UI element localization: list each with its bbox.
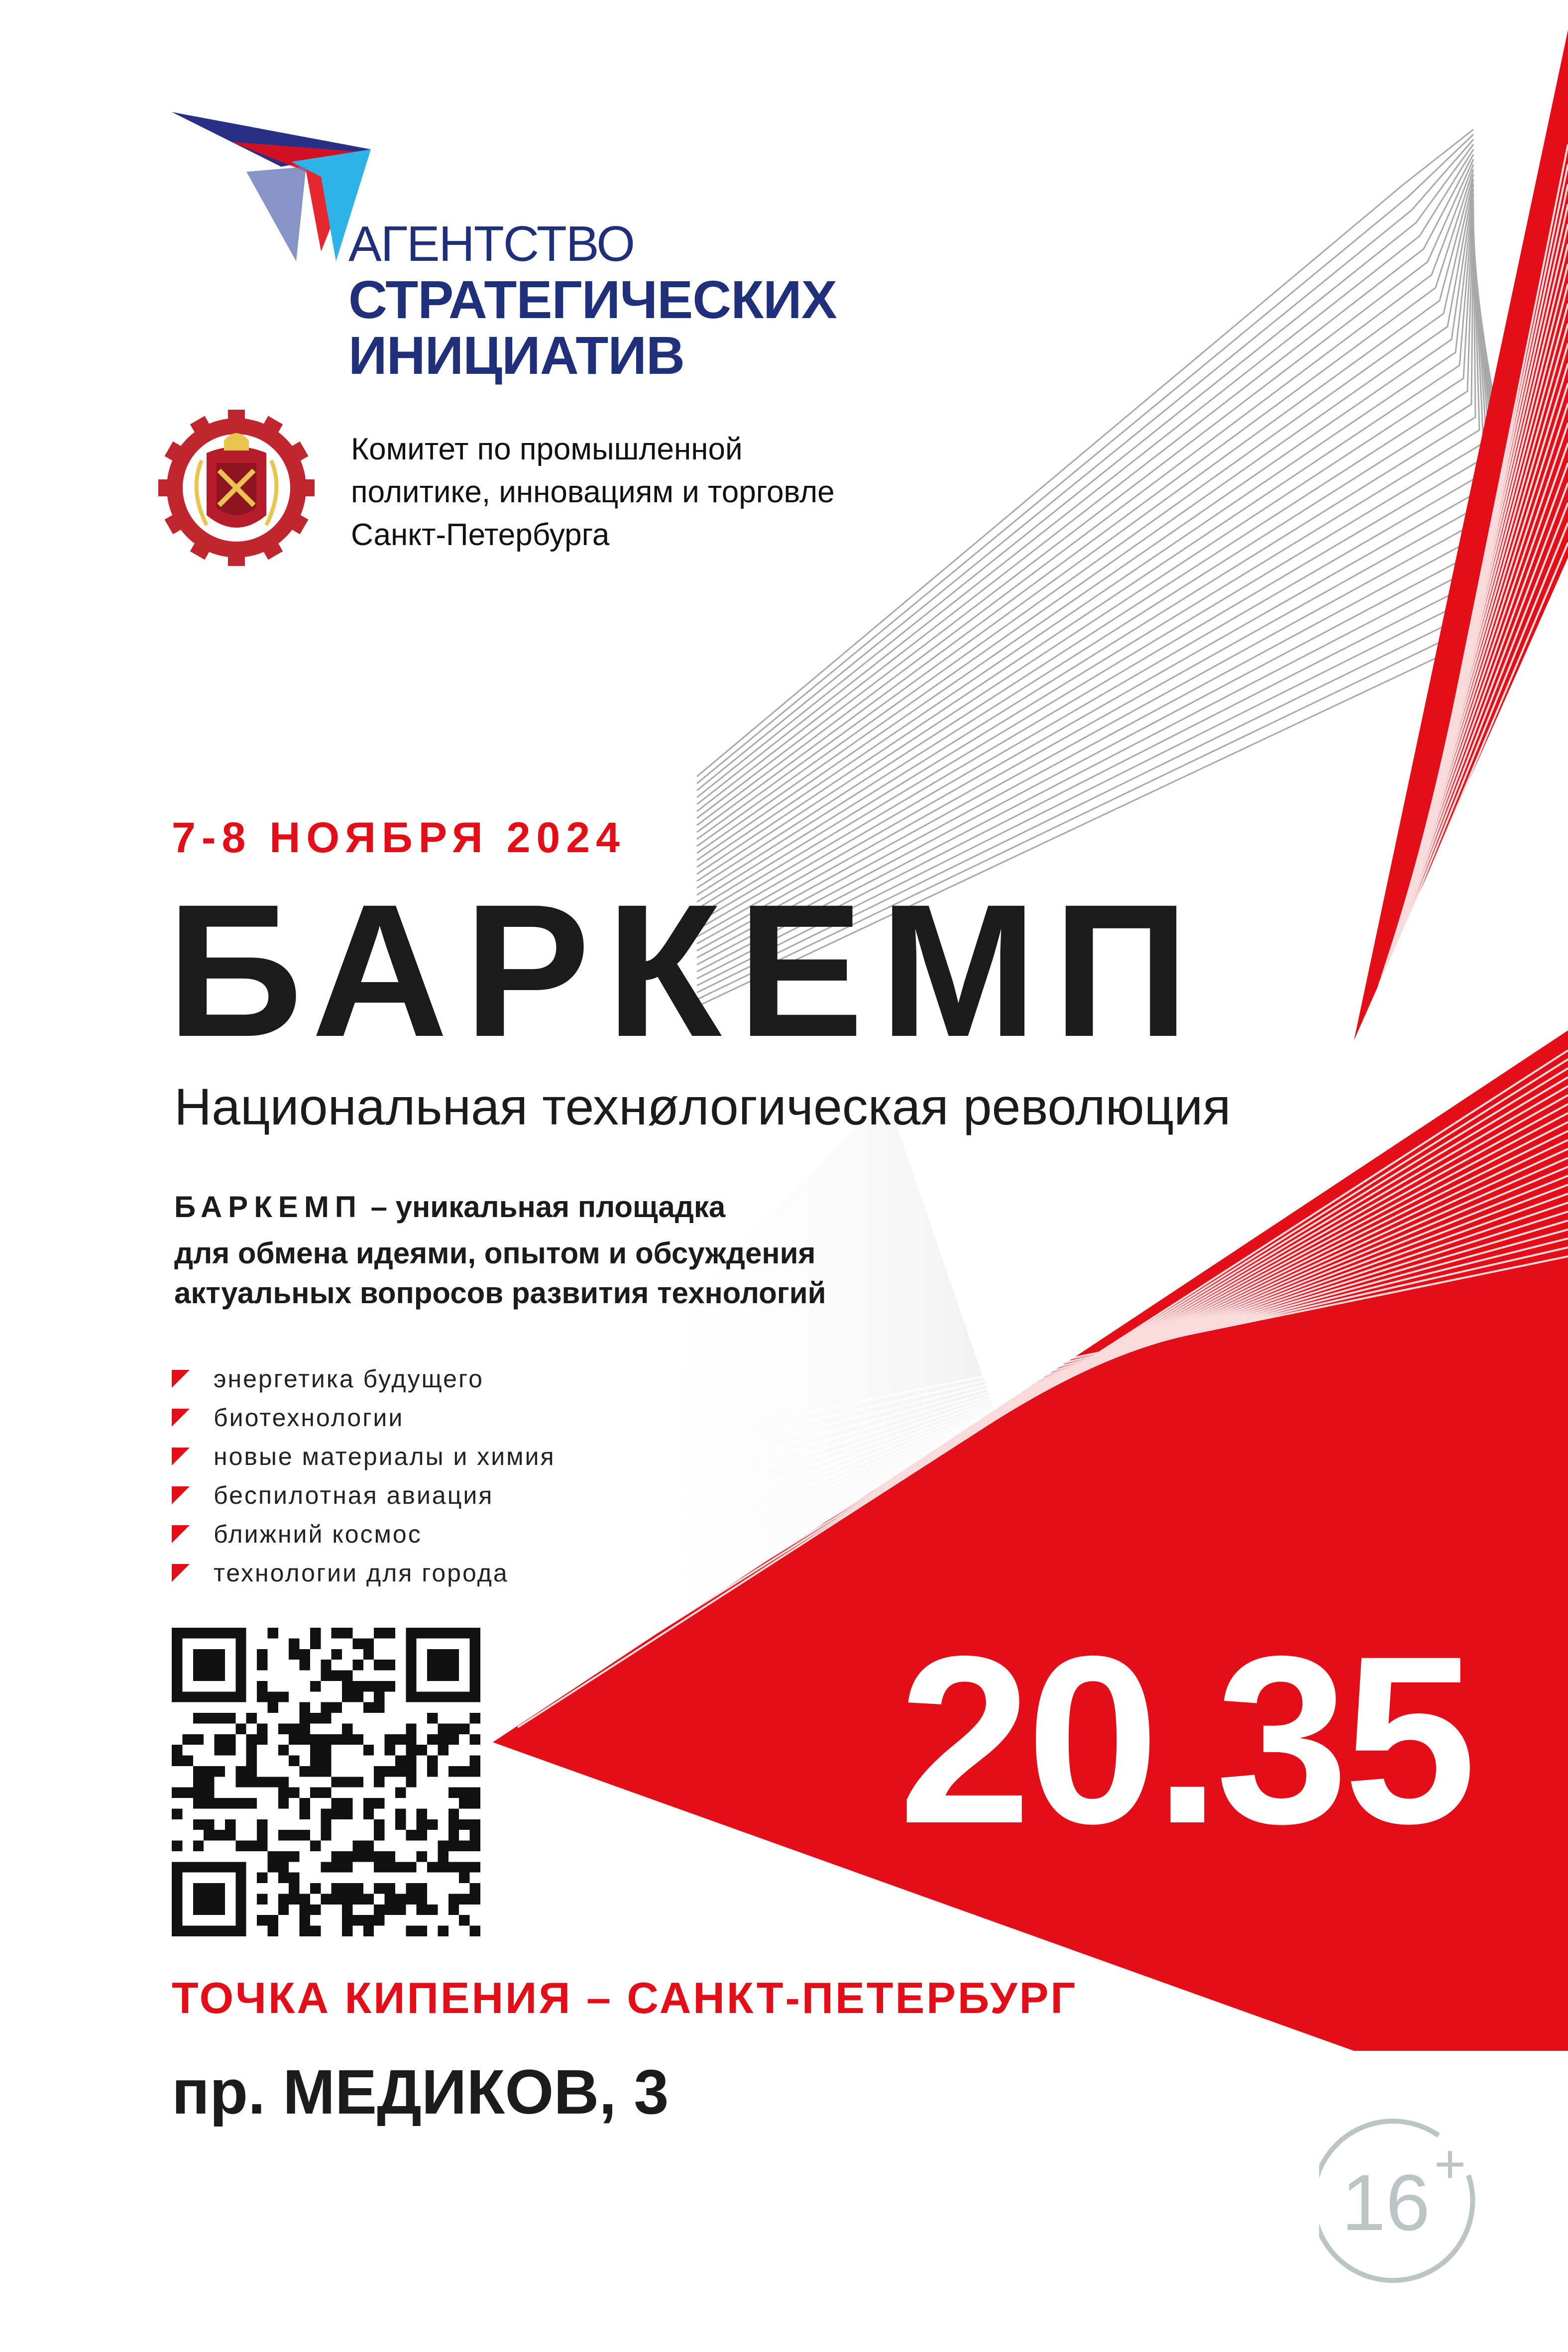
agency-name-line-3: ИНИЦИАТИВ <box>348 325 684 385</box>
topic-item <box>172 1442 556 1471</box>
topic-label: новые материалы и химия <box>214 1443 556 1470</box>
committee-name-line-3: Санкт-Петербурга <box>351 518 610 552</box>
intro-brand: БАРКЕМП <box>174 1190 362 1224</box>
topic-item <box>172 1403 404 1433</box>
agency-name-line-1: АГЕНТСТВО <box>348 216 634 272</box>
triangle-bullet-icon <box>172 1448 190 1465</box>
triangle-bullet-icon <box>172 1525 190 1543</box>
qr-code[interactable] <box>172 1628 480 1936</box>
topic-item <box>172 1480 493 1510</box>
committee-name-line-1: Комитет по промышленной <box>351 432 743 466</box>
intro-line-1-rest: – уникальная площадка <box>362 1190 726 1224</box>
topic-label: энергетика будущего <box>214 1365 484 1393</box>
topic-item <box>172 1364 484 1394</box>
age-rating-text: 16+ <box>1341 2133 1466 2247</box>
agency-logo-icon <box>172 112 371 261</box>
event-dates: 7-8 НОЯБРЯ 2024 <box>172 814 626 862</box>
topic-label: беспилотная авиация <box>214 1481 494 1509</box>
committee-emblem-icon <box>154 406 319 570</box>
committee-name-line-2: политике, инновациям и торговле <box>351 475 835 509</box>
event-title: БАРКЕМП <box>167 865 1205 1076</box>
agency-name-line-2: СТРАТЕГИЧЕСКИХ <box>348 269 837 330</box>
intro-line-2: для обмена идеями, опытом и обсуждения <box>174 1236 816 1270</box>
brand-number: 20.35 <box>898 1606 1472 1873</box>
triangle-bullet-icon <box>172 1370 190 1388</box>
topic-item <box>172 1558 509 1588</box>
intro-line-3: актуальных вопросов развития технологий <box>174 1276 826 1310</box>
topic-label: ближний космос <box>214 1520 422 1548</box>
triangle-bullet-icon <box>172 1486 190 1504</box>
topic-label: биотехнологии <box>214 1404 404 1432</box>
intro-line-1 <box>174 1192 725 1222</box>
triangle-bullet-icon <box>172 1564 190 1582</box>
venue-name: ТОЧКА КИПЕНИЯ – САНКТ-ПЕТЕРБУРГ <box>172 1973 1078 2022</box>
event-subtitle: Национальная технøлогическая революция <box>174 1078 1231 1136</box>
topic-item <box>172 1519 422 1549</box>
age-rating-badge <box>1319 2116 1498 2295</box>
triangle-bullet-icon <box>172 1409 190 1427</box>
venue-address: пр. МЕДИКОВ, 3 <box>172 2057 669 2127</box>
topic-label: технологии для города <box>214 1559 509 1587</box>
